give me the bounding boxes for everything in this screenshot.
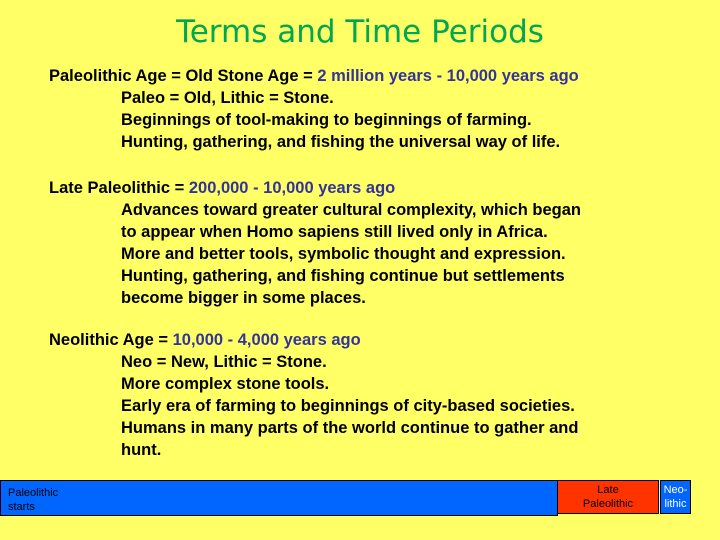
body-line: Hunting, gathering, and fishing the universal way of life. (121, 133, 561, 151)
timeline-paleolithic-label: Paleolithic starts (8, 487, 59, 513)
section-heading (49, 329, 689, 351)
body-line: More and better tools, symbolic thought and expression. (121, 245, 566, 263)
timeline (0, 480, 692, 516)
body-line: hunt. (121, 441, 162, 459)
section-neolithic (49, 329, 689, 461)
section-late-paleolithic (49, 177, 689, 309)
date-range: 10,000 - 4,000 years ago (172, 331, 361, 349)
date-range: 200,000 - 10,000 years ago (188, 179, 396, 197)
body-line: Hunting, gathering, and fishing continue but settlements (121, 267, 565, 285)
section-paleolithic (49, 65, 689, 153)
timeline-neolithic-label: Neo- lithic (663, 484, 688, 510)
body-line: Advances toward greater cultural complexity, which began (121, 201, 581, 219)
heading-text: Neolithic Age = (49, 331, 173, 349)
timeline-paleolithic-segment (0, 480, 558, 516)
body-line: Neo = New, Lithic = Stone. (121, 353, 327, 371)
body-line: become bigger in some places. (121, 289, 366, 307)
timeline-late-paleolithic-label: Late Paleolithic (582, 484, 634, 510)
timeline-late-paleolithic-segment (557, 480, 659, 514)
body-line: Early era of farming to beginnings of city-based societies. (121, 397, 575, 415)
timeline-neolithic-segment (660, 480, 691, 514)
body-line: Paleo = Old, Lithic = Stone. (121, 89, 334, 107)
section-heading (49, 177, 689, 199)
slide-title: Terms and Time Periods (176, 14, 544, 50)
section-heading (49, 65, 689, 87)
heading-text: Late Paleolithic = (49, 179, 189, 197)
date-range: 2 million years - 10,000 years ago (317, 67, 579, 85)
body-line: More complex stone tools. (121, 375, 330, 393)
body-line: Beginnings of tool-making to beginnings of farming. (121, 111, 532, 129)
heading-text: Paleolithic Age = Old Stone Age = (49, 67, 318, 85)
body-line: Humans in many parts of the world continue to gather and (121, 419, 579, 437)
body-line: to appear when Homo sapiens still lived only in Africa. (121, 223, 548, 241)
